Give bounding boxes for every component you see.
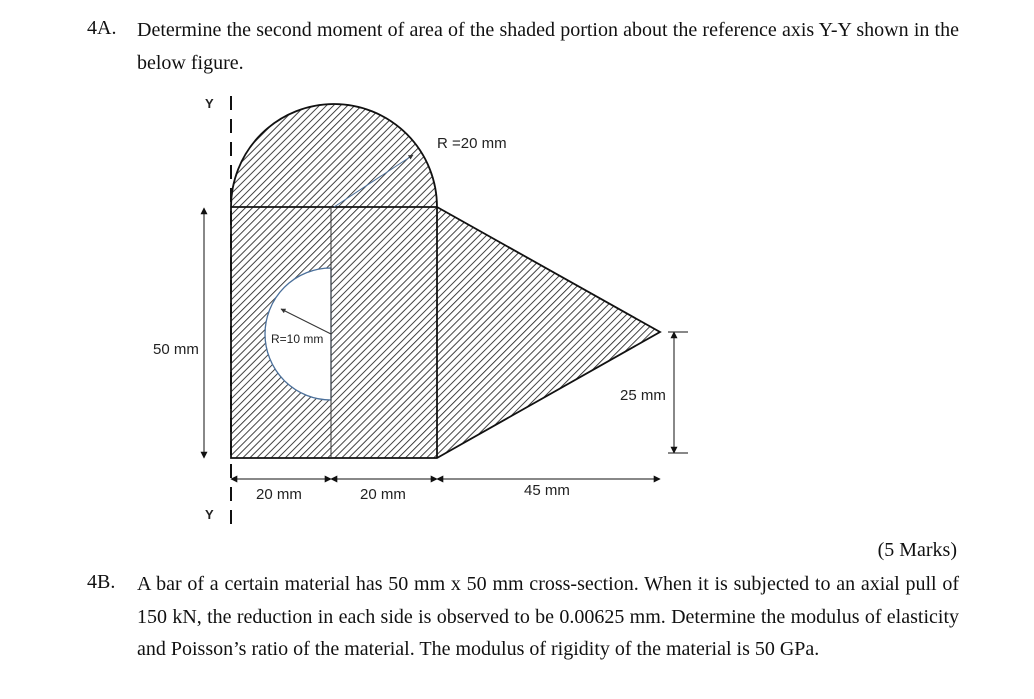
dim-label-50mm: 50 mm — [153, 341, 199, 358]
marks-label: (5 Marks) — [877, 539, 957, 561]
axis-label-top: Y — [205, 96, 214, 111]
axis-label-bottom: Y — [205, 507, 214, 522]
question-4a-text: Determine the second moment of area of the shaded portion about the reference axis Y-Y shown in the below figure. — [137, 19, 959, 74]
dim-label-45mm: 45 mm — [524, 482, 570, 499]
radius-label-small: R=10 mm — [271, 332, 324, 346]
dim-label-20mm-a: 20 mm — [256, 486, 302, 503]
question-4b-number: 4B. — [87, 571, 116, 593]
radius-label-large: R =20 mm — [437, 135, 507, 152]
question-4a-number: 4A. — [87, 17, 117, 39]
dim-label-25mm: 25 mm — [620, 387, 666, 404]
dim-label-20mm-b: 20 mm — [360, 486, 406, 503]
question-4b-text: A bar of a certain material has 50 mm x 50 mm cross-section. When it is subjected to an axial pull of 150 kN, the reduction in each side is observed to be 0.00625 mm. Determine the modulus of elasticity and Poisson’s ratio of the material. The modulus of rigidity of the material is 50 GPa. — [137, 573, 959, 660]
